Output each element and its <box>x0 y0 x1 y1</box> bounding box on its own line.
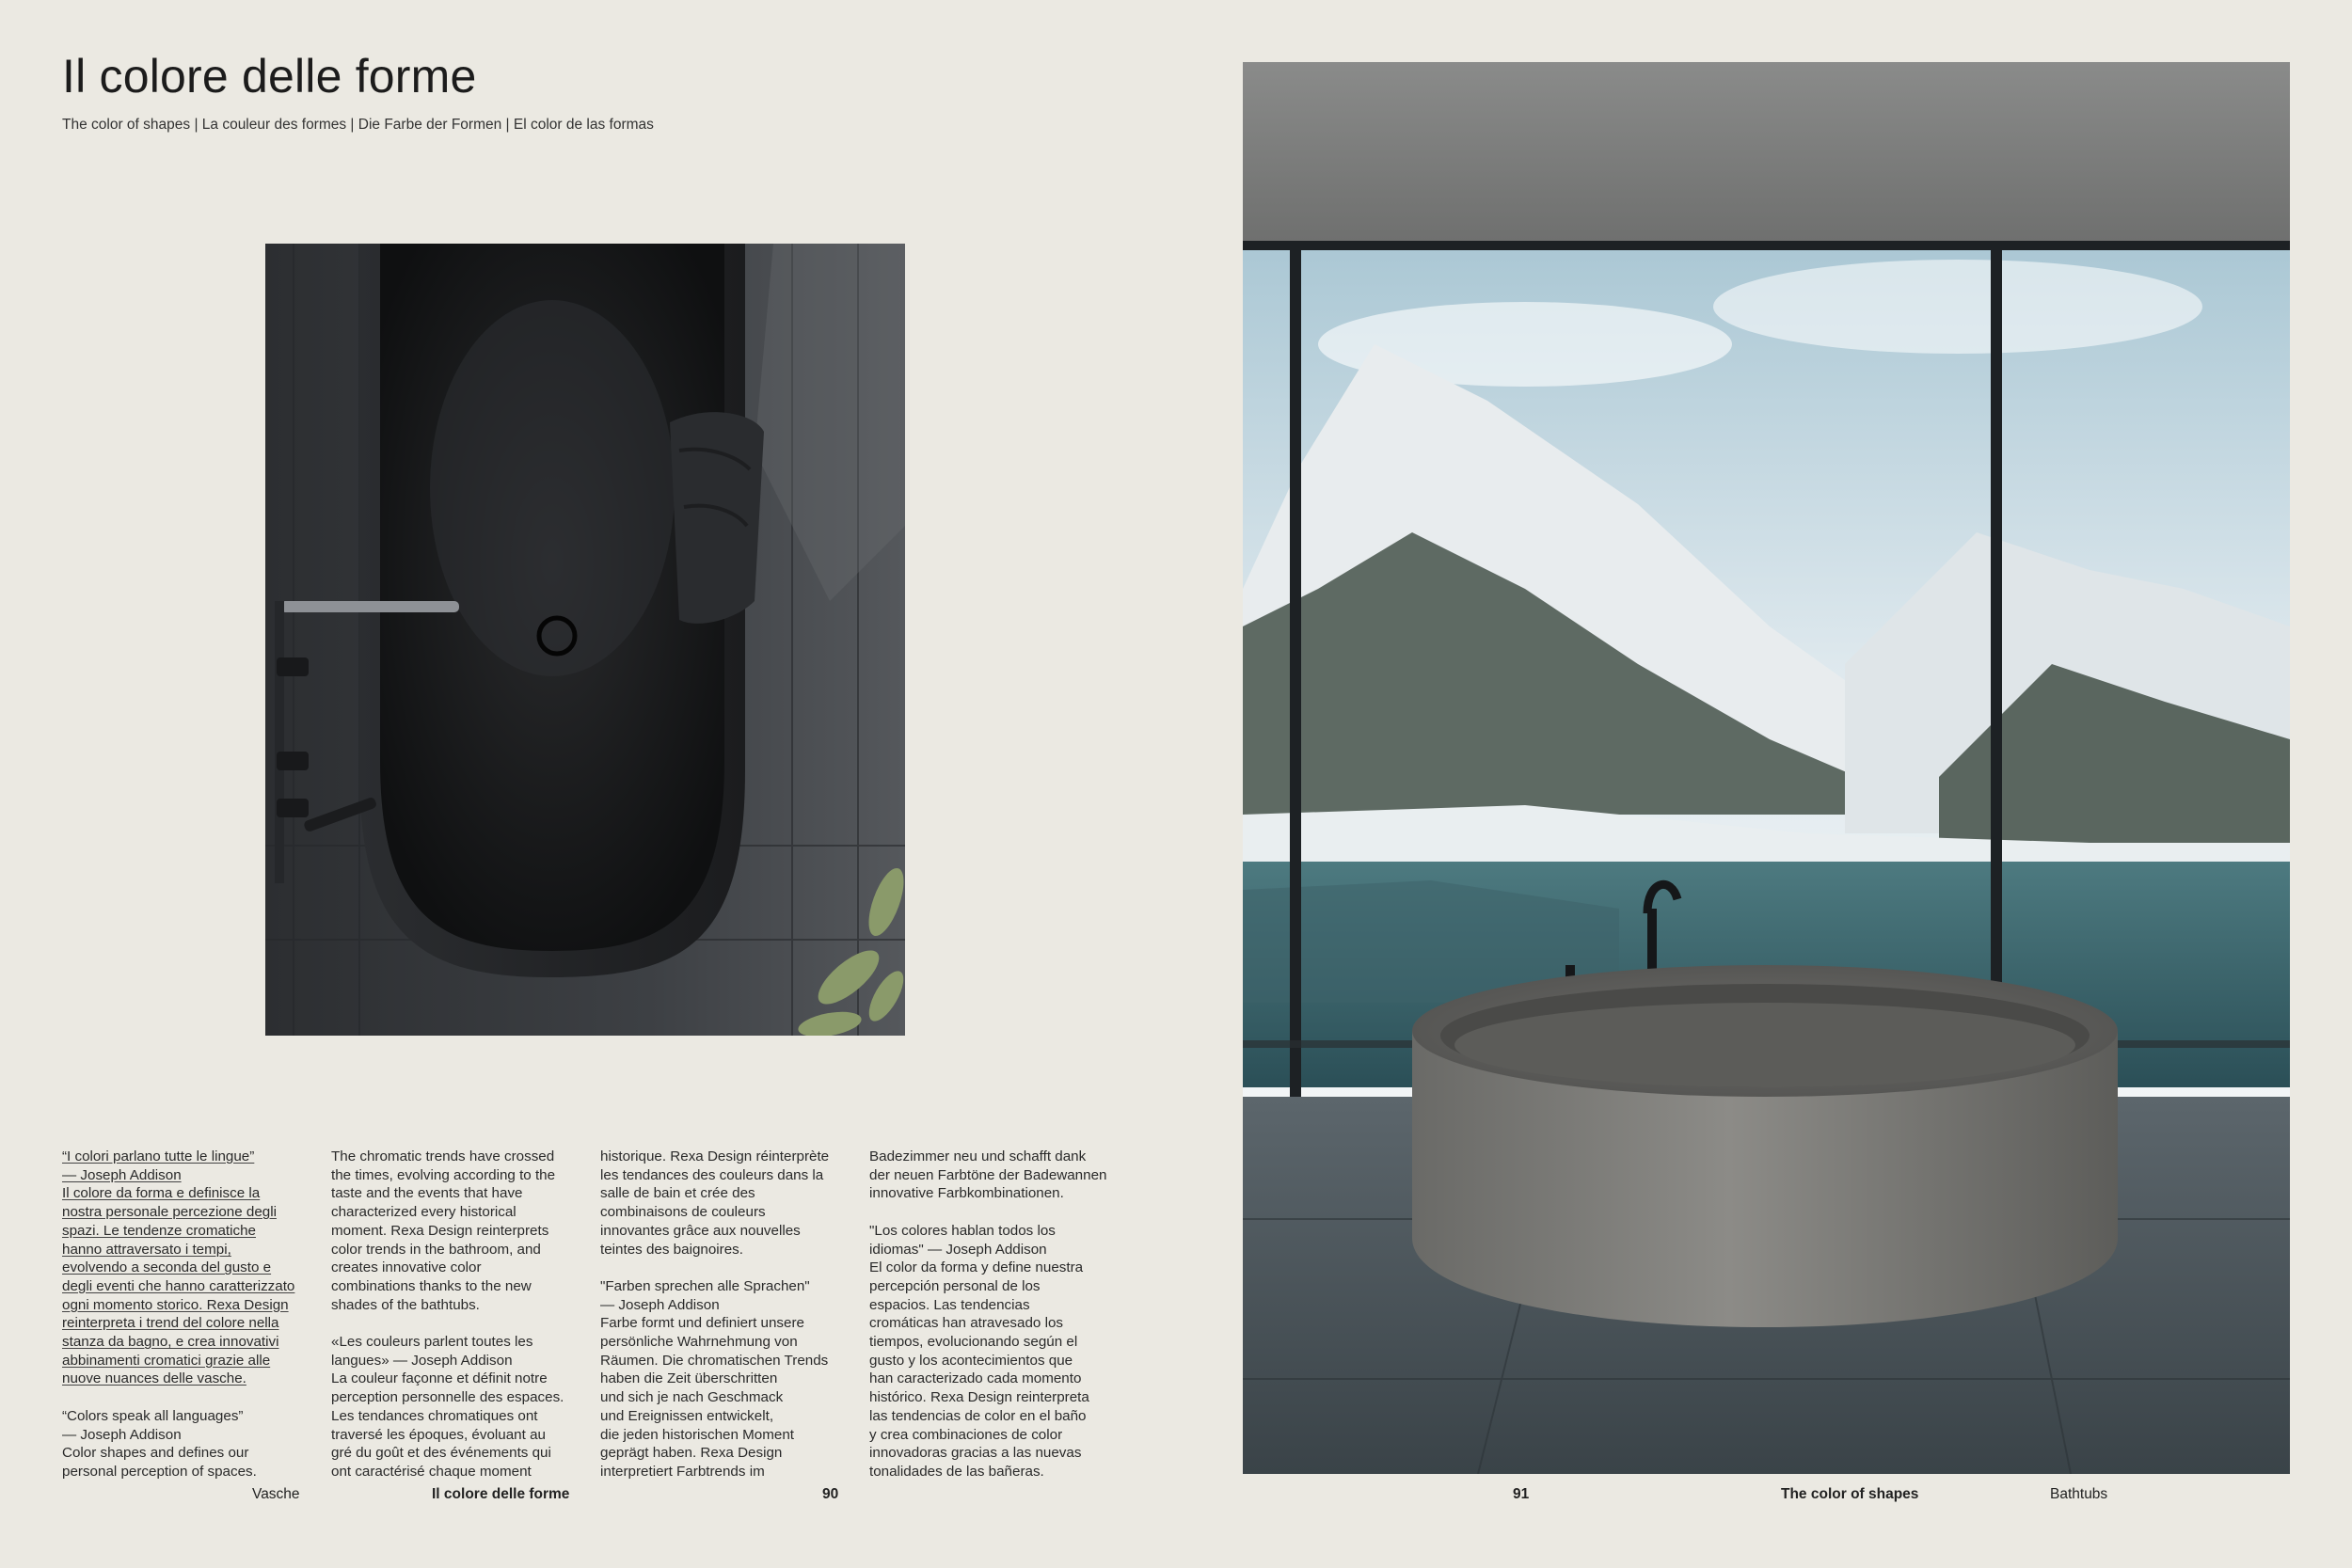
footer-section-right: Bathtubs <box>2050 1486 2108 1502</box>
german-text-part-1 <box>600 1277 847 1481</box>
text-line: ont caractérisé chaque moment <box>331 1463 532 1480</box>
text-line: cromáticas han atravesado los <box>869 1315 1063 1332</box>
bathtub-top-view-photo <box>265 244 905 1036</box>
english-text-part-2 <box>331 1148 578 1314</box>
text-line: moment. Rexa Design reinterprets <box>331 1222 549 1239</box>
text-line: las tendencias de color en el baño <box>869 1407 1087 1424</box>
text-line: evolvendo a seconda del gusto e <box>62 1259 272 1276</box>
french-text-part-2 <box>600 1148 847 1259</box>
text-line: combinations thanks to the new <box>331 1277 532 1294</box>
text-line: historique. Rexa Design réinterprète <box>600 1148 830 1164</box>
text-line: idiomas" — Joseph Addison <box>869 1241 1047 1258</box>
text-line: characterized every historical <box>331 1204 516 1221</box>
text-line: El color da forma y define nuestra <box>869 1259 1084 1276</box>
page-number-right: 91 <box>1513 1486 1530 1502</box>
bathtub-top-view-illustration <box>265 244 905 1036</box>
text-line: Il colore da forma e definisce la <box>62 1185 261 1202</box>
text-line: gré du goût et des événements qui <box>331 1445 551 1462</box>
text-line: haben die Zeit überschritten <box>600 1370 778 1387</box>
text-line: La couleur façonne et définit notre <box>331 1370 548 1387</box>
text-line: "Farben sprechen alle Sprachen" <box>600 1277 810 1294</box>
french-text-part-1 <box>331 1333 578 1481</box>
text-line: Badezimmer neu und schafft dank <box>869 1148 1087 1164</box>
text-line: — Joseph Addison <box>62 1426 182 1443</box>
text-line: — Joseph Addison <box>600 1296 720 1313</box>
text-line: innovadoras gracias a las nuevas <box>869 1445 1082 1462</box>
round-bathtub-mountain-photo <box>1243 62 2290 1474</box>
text-line: nostra personale percezione degli <box>62 1204 277 1221</box>
text-line: persönliche Wahrnehmung von <box>600 1334 798 1351</box>
text-line: ogni momento storico. Rexa Design <box>62 1296 289 1313</box>
text-line: reinterpreta i trend del colore nella <box>62 1315 279 1332</box>
text-line: Farbe formt und definiert unsere <box>600 1315 804 1332</box>
text-line: The chromatic trends have crossed <box>331 1148 555 1164</box>
text-line: Räumen. Die chromatischen Trends <box>600 1352 829 1369</box>
text-line: han caracterizado cada momento <box>869 1370 1082 1387</box>
text-line: percepción personal de los <box>869 1277 1041 1294</box>
text-line: shades of the bathtubs. <box>331 1296 480 1313</box>
text-line: “Colors speak all languages” <box>62 1407 244 1424</box>
text-column-3 <box>600 1148 847 1499</box>
text-line: tonalidades de las bañeras. <box>869 1463 1044 1480</box>
text-line: interpretiert Farbtrends im <box>600 1463 765 1480</box>
text-line: und sich je nach Geschmack <box>600 1389 784 1406</box>
text-line: Les tendances chromatiques ont <box>331 1407 538 1424</box>
page-subtitle: The color of shapes | La couleur des formes | Die Farbe der Formen | El color de las formas <box>62 117 654 133</box>
text-line: color trends in the bathroom, and <box>331 1241 541 1258</box>
text-line: die jeden historischen Moment <box>600 1426 794 1443</box>
round-bathtub-mountain-illustration <box>1243 62 2290 1474</box>
text-line: “I colori parlano tutte le lingue” <box>62 1148 255 1164</box>
text-line: abbinamenti cromatici grazie alle <box>62 1352 271 1369</box>
text-line: langues» — Joseph Addison <box>331 1352 513 1369</box>
text-line: "Los colores hablan todos los <box>869 1222 1056 1239</box>
text-line: gusto y los acontecimientos que <box>869 1352 1073 1369</box>
text-line: espacios. Las tendencias <box>869 1296 1030 1313</box>
text-line: perception personnelle des espaces. <box>331 1389 564 1406</box>
text-line: taste and the events that have <box>331 1185 523 1202</box>
text-line: personal perception of spaces. <box>62 1463 257 1480</box>
text-line: Color shapes and defines our <box>62 1445 249 1462</box>
page-title: Il colore delle forme <box>62 50 477 103</box>
text-column-1 <box>62 1148 309 1499</box>
text-line: teintes des baignoires. <box>600 1241 743 1258</box>
page-number-left: 90 <box>822 1486 839 1502</box>
text-line: hanno attraversato i tempi, <box>62 1241 231 1258</box>
text-line: traversé les époques, évoluant au <box>331 1426 546 1443</box>
text-line: the times, evolving according to the <box>331 1166 556 1183</box>
spanish-text <box>869 1222 1116 1481</box>
footer-section-left: Vasche <box>252 1486 300 1502</box>
text-line: «Les couleurs parlent toutes les <box>331 1334 533 1351</box>
text-line: salle de bain et crée des <box>600 1185 755 1202</box>
text-line: spazi. Le tendenze cromatiche <box>62 1222 256 1239</box>
text-line: geprägt haben. Rexa Design <box>600 1445 783 1462</box>
text-line: stanza da bagno, e crea innovativi <box>62 1334 279 1351</box>
text-line: — Joseph Addison <box>62 1166 182 1183</box>
text-line: histórico. Rexa Design reinterpreta <box>869 1389 1089 1406</box>
german-text-part-2 <box>869 1148 1116 1203</box>
italian-text <box>62 1148 309 1388</box>
english-text-part-1 <box>62 1407 309 1481</box>
text-line: nuove nuances delle vasche. <box>62 1370 246 1387</box>
footer-title-right: The color of shapes <box>1781 1486 1919 1502</box>
text-line: combinaisons de couleurs <box>600 1204 766 1221</box>
text-column-2 <box>331 1148 578 1499</box>
text-line: creates innovative color <box>331 1259 482 1276</box>
text-line: tiempos, evolucionando según el <box>869 1334 1078 1351</box>
text-line: der neuen Farbtöne der Badewannen <box>869 1166 1107 1183</box>
text-line: les tendances des couleurs dans la <box>600 1166 824 1183</box>
footer-title-left: Il colore delle forme <box>432 1486 570 1502</box>
text-line: innovantes grâce aux nouvelles <box>600 1222 801 1239</box>
text-line: und Ereignissen entwickelt, <box>600 1407 774 1424</box>
text-line: innovative Farbkombinationen. <box>869 1185 1064 1202</box>
text-line: degli eventi che hanno caratterizzato <box>62 1277 295 1294</box>
text-line: y crea combinaciones de color <box>869 1426 1063 1443</box>
text-column-4 <box>869 1148 1116 1499</box>
